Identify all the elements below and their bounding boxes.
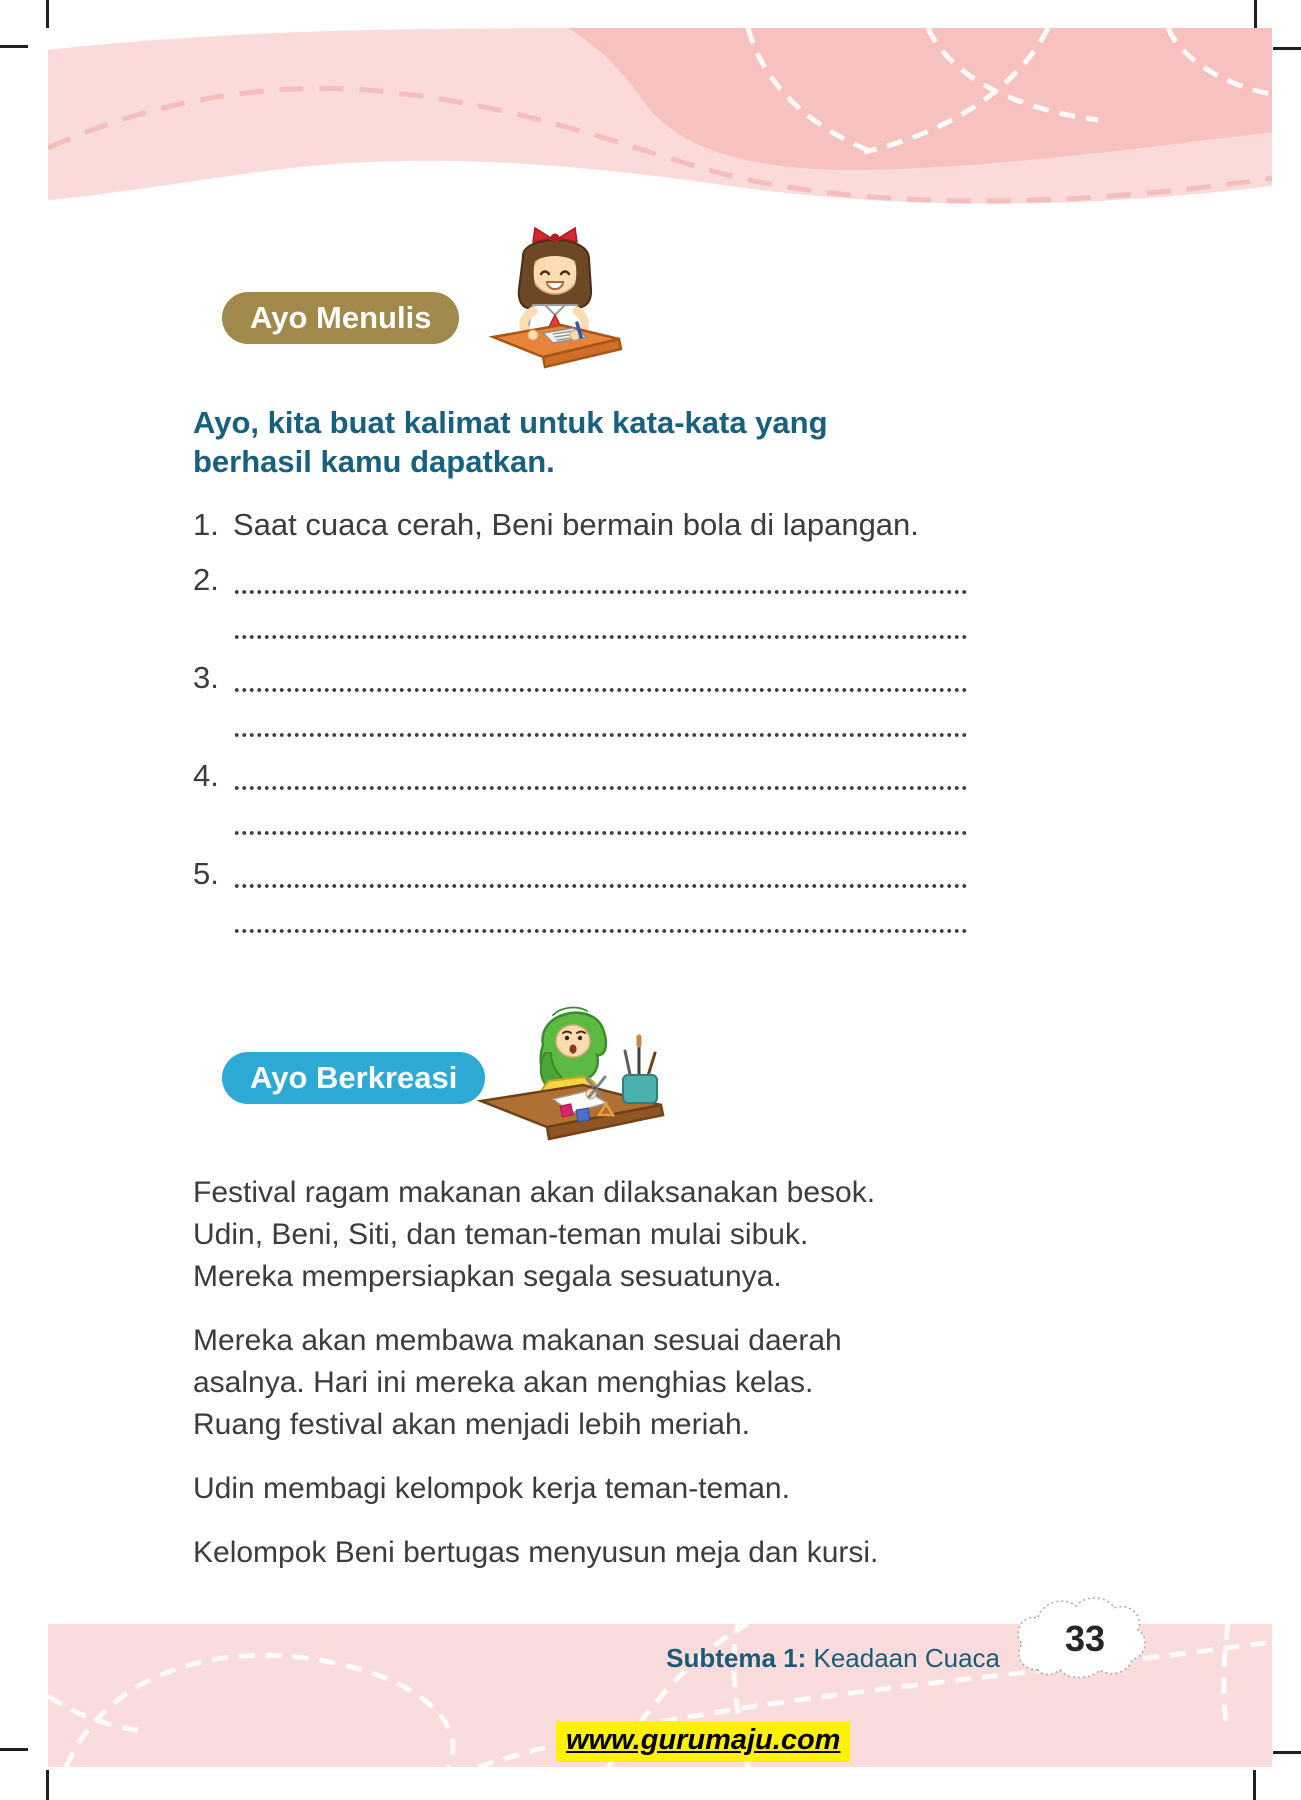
- answer-line: [233, 849, 968, 894]
- answer-line: [233, 796, 968, 841]
- passage-line: Festival ragam makanan akan dilaksanakan besok.: [193, 1176, 876, 1209]
- page-number: 33: [1064, 1618, 1106, 1659]
- list-item: [193, 555, 968, 645]
- prompt-line: Ayo, kita buat kalimat untuk kata-kata yang: [193, 405, 828, 440]
- sentence-list: [193, 503, 968, 947]
- paragraph: [193, 1320, 1013, 1446]
- list-item: [193, 653, 968, 743]
- passage-line: Mereka akan membawa makanan sesuai daerah: [193, 1324, 842, 1357]
- list-item: [193, 849, 968, 939]
- ayo-berkreasi-badge: Ayo Berkreasi: [222, 1052, 485, 1104]
- paragraph: [193, 1532, 1013, 1574]
- paragraph: [193, 1468, 1013, 1510]
- passage-line: Ruang festival akan menjadi lebih meriah.: [193, 1408, 750, 1441]
- answer-line: [233, 653, 968, 698]
- paragraph: [193, 1172, 1013, 1298]
- item-number: 2.: [193, 562, 219, 597]
- watermark-link[interactable]: www.gurumaju.com: [556, 1721, 850, 1762]
- subtema-label: Subtema 1:: [666, 1643, 807, 1673]
- crop-mark: [46, 1770, 49, 1800]
- ayo-menulis-badge: Ayo Menulis: [222, 292, 459, 344]
- item-number: 5.: [193, 856, 219, 891]
- answer-line: [233, 894, 968, 939]
- crop-mark: [1254, 0, 1257, 28]
- answer-line: [233, 555, 968, 600]
- crop-mark: [1273, 1751, 1301, 1754]
- answer-line: [233, 698, 968, 743]
- answer-line: [233, 751, 968, 796]
- passage-line: Udin, Beni, Siti, dan teman-teman mulai sibuk.: [193, 1218, 809, 1251]
- girl-writing-illustration: [485, 225, 625, 377]
- crop-mark: [1273, 47, 1301, 50]
- list-item: [193, 751, 968, 841]
- passage-line: asalnya. Hari ini mereka akan menghias kelas.: [193, 1366, 814, 1399]
- passage-line: Kelompok Beni bertugas menyusun meja dan kursi.: [193, 1536, 879, 1569]
- footer-subtema: [650, 1643, 1000, 1674]
- subtema-value: Keadaan Cuaca: [806, 1643, 1000, 1673]
- item-text: Saat cuaca cerah, Beni bermain bola di lapangan.: [233, 507, 919, 542]
- crop-mark: [1253, 1770, 1256, 1800]
- writing-prompt: [193, 403, 828, 481]
- item-number: 3.: [193, 660, 219, 695]
- kid-crafting-illustration: [465, 993, 665, 1148]
- crop-mark: [0, 1748, 28, 1751]
- prompt-line: berhasil kamu dapatkan.: [193, 444, 555, 479]
- passage-line: Udin membagi kelompok kerja teman-teman.: [193, 1472, 790, 1505]
- reading-passage: [193, 1172, 1013, 1596]
- passage-line: Mereka mempersiapkan segala sesuatunya.: [193, 1260, 782, 1293]
- crop-mark: [46, 0, 49, 28]
- header-decoration: [48, 28, 1272, 218]
- item-number: 4.: [193, 758, 219, 793]
- page-number-cloud: [1010, 1592, 1160, 1692]
- answer-line: [233, 600, 968, 645]
- item-number: 1.: [193, 507, 219, 542]
- crop-mark: [0, 45, 28, 48]
- list-item: [193, 503, 968, 545]
